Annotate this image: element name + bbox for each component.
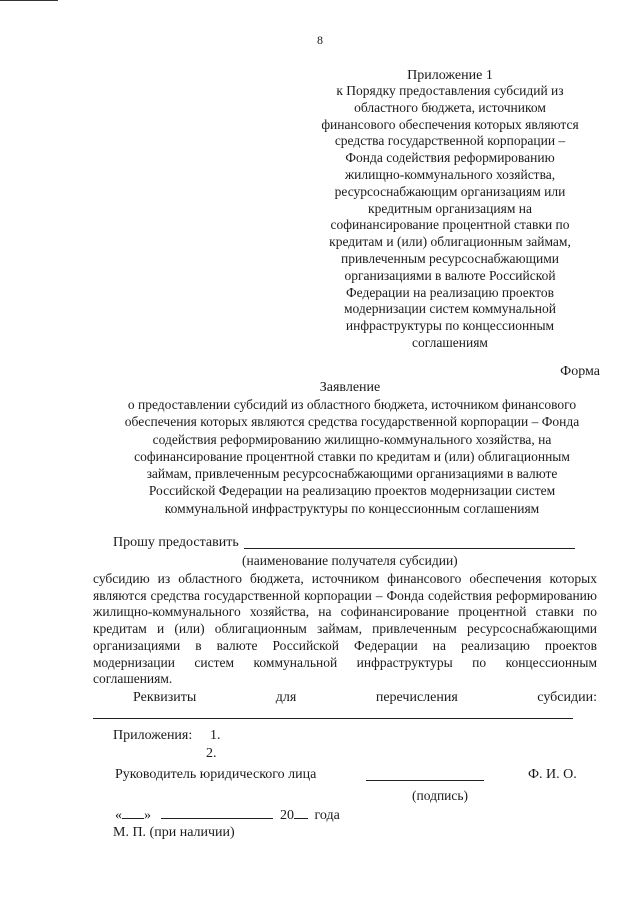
date-year-prefix: 20 — [280, 808, 294, 823]
requisites-row — [133, 690, 597, 706]
subtitle-line: содействия реформированию жилищно-коммунального хозяйства, на — [152, 431, 552, 447]
appendix-title: Приложение 1 — [407, 68, 493, 83]
fio-label: Ф. И. О. — [528, 767, 577, 782]
subtitle-line: обеспечения которых являются средства государственной корпорации – Фонда — [124, 414, 580, 430]
appendix-line: соглашениям — [412, 334, 488, 350]
subtitle-line: Российской Федерации на реализацию проектов модернизации систем — [148, 483, 556, 499]
date-year-suffix: года — [314, 808, 340, 823]
application-subtitle — [96, 396, 608, 517]
appendix-line: жилищно-коммунального хозяйства, — [344, 166, 556, 182]
appendix-line: средства государственной корпорации – — [334, 133, 566, 149]
date-open-quote: « — [115, 808, 122, 823]
subtitle-line: займам, привлеченным ресурсоснабжающими организациями в валюте — [146, 466, 558, 482]
attachment-item: 2. — [206, 746, 217, 761]
date-year-field[interactable] — [294, 805, 308, 819]
requisites-word: для — [275, 690, 297, 705]
seal-label: М. П. (при наличии) — [113, 825, 235, 840]
date-day-field[interactable] — [122, 805, 144, 819]
subtitle-line: коммунальной инфраструктуры по концессионным соглашениям — [164, 500, 540, 516]
form-label: Форма — [560, 364, 600, 379]
recipient-caption: (наименование получателя субсидии) — [242, 553, 458, 568]
body-paragraph: субсидию из областного бюджета, источником финансового обеспечения которых являются средства государственной корпорации – Фонда содействия реформированию жилищно-коммунального хозяйства, на софинансирование процентной ставки по кредитам и (или) облигационным займам, привлеченным ресурсоснабжающими организациями в валюте Российской Федерации на реализацию проектов модернизации систем коммунальной инфраструктуры по концессионным соглашениям. — [93, 571, 597, 687]
subtitle-line: софинансирование процентной ставки по кредитам и (или) облигационным — [134, 448, 570, 464]
appendix-line: привлеченным ресурсоснабжающими — [340, 250, 559, 266]
date-month-field[interactable] — [161, 805, 273, 819]
attachment-item: 1. — [210, 728, 221, 743]
application-title: Заявление — [319, 380, 381, 395]
recipient-name-field[interactable] — [244, 548, 575, 549]
attachments-label: Приложения: — [113, 728, 193, 743]
corner-mark — [0, 0, 58, 1]
appendix-line: модернизации систем коммунальной — [344, 301, 556, 317]
date-row — [115, 805, 340, 824]
requisites-field[interactable] — [93, 718, 573, 719]
head-of-entity-label: Руководитель юридического лица — [115, 767, 317, 782]
appendix-line: финансового обеспечения которых являются — [321, 116, 579, 132]
appendix-reference — [300, 83, 600, 352]
appendix-line: кредитам и (или) облигационным займам, — [329, 234, 571, 250]
appendix-line: инфраструктуры по концессионным — [345, 318, 555, 334]
appendix-line: к Порядку предоставления субсидий из — [336, 83, 564, 98]
appendix-line: ресурсоснабжающим организациям или — [334, 183, 566, 199]
requisites-word: Реквизиты — [133, 690, 197, 705]
signature-field[interactable] — [366, 780, 484, 781]
subtitle-line: о предоставлении субсидий из областного бюджета, источником финансового — [127, 397, 577, 412]
appendix-line: кредитным организациям на — [368, 200, 532, 216]
appendix-line: областного бюджета, источником — [354, 99, 546, 115]
requisites-word: перечисления — [375, 690, 458, 705]
request-label: Прошу предоставить — [113, 535, 239, 550]
signature-caption: (подпись) — [412, 788, 469, 803]
date-close-quote: » — [144, 808, 151, 823]
appendix-line: Федерации на реализацию проектов — [345, 284, 555, 300]
appendix-line: софинансирование процентной ставки по — [330, 217, 570, 233]
appendix-line: Фонда содействия реформированию — [345, 150, 555, 166]
appendix-line: организациями в валюте Российской — [344, 267, 556, 283]
requisites-word: субсидии: — [537, 690, 597, 705]
page-number: 8 — [317, 33, 323, 47]
